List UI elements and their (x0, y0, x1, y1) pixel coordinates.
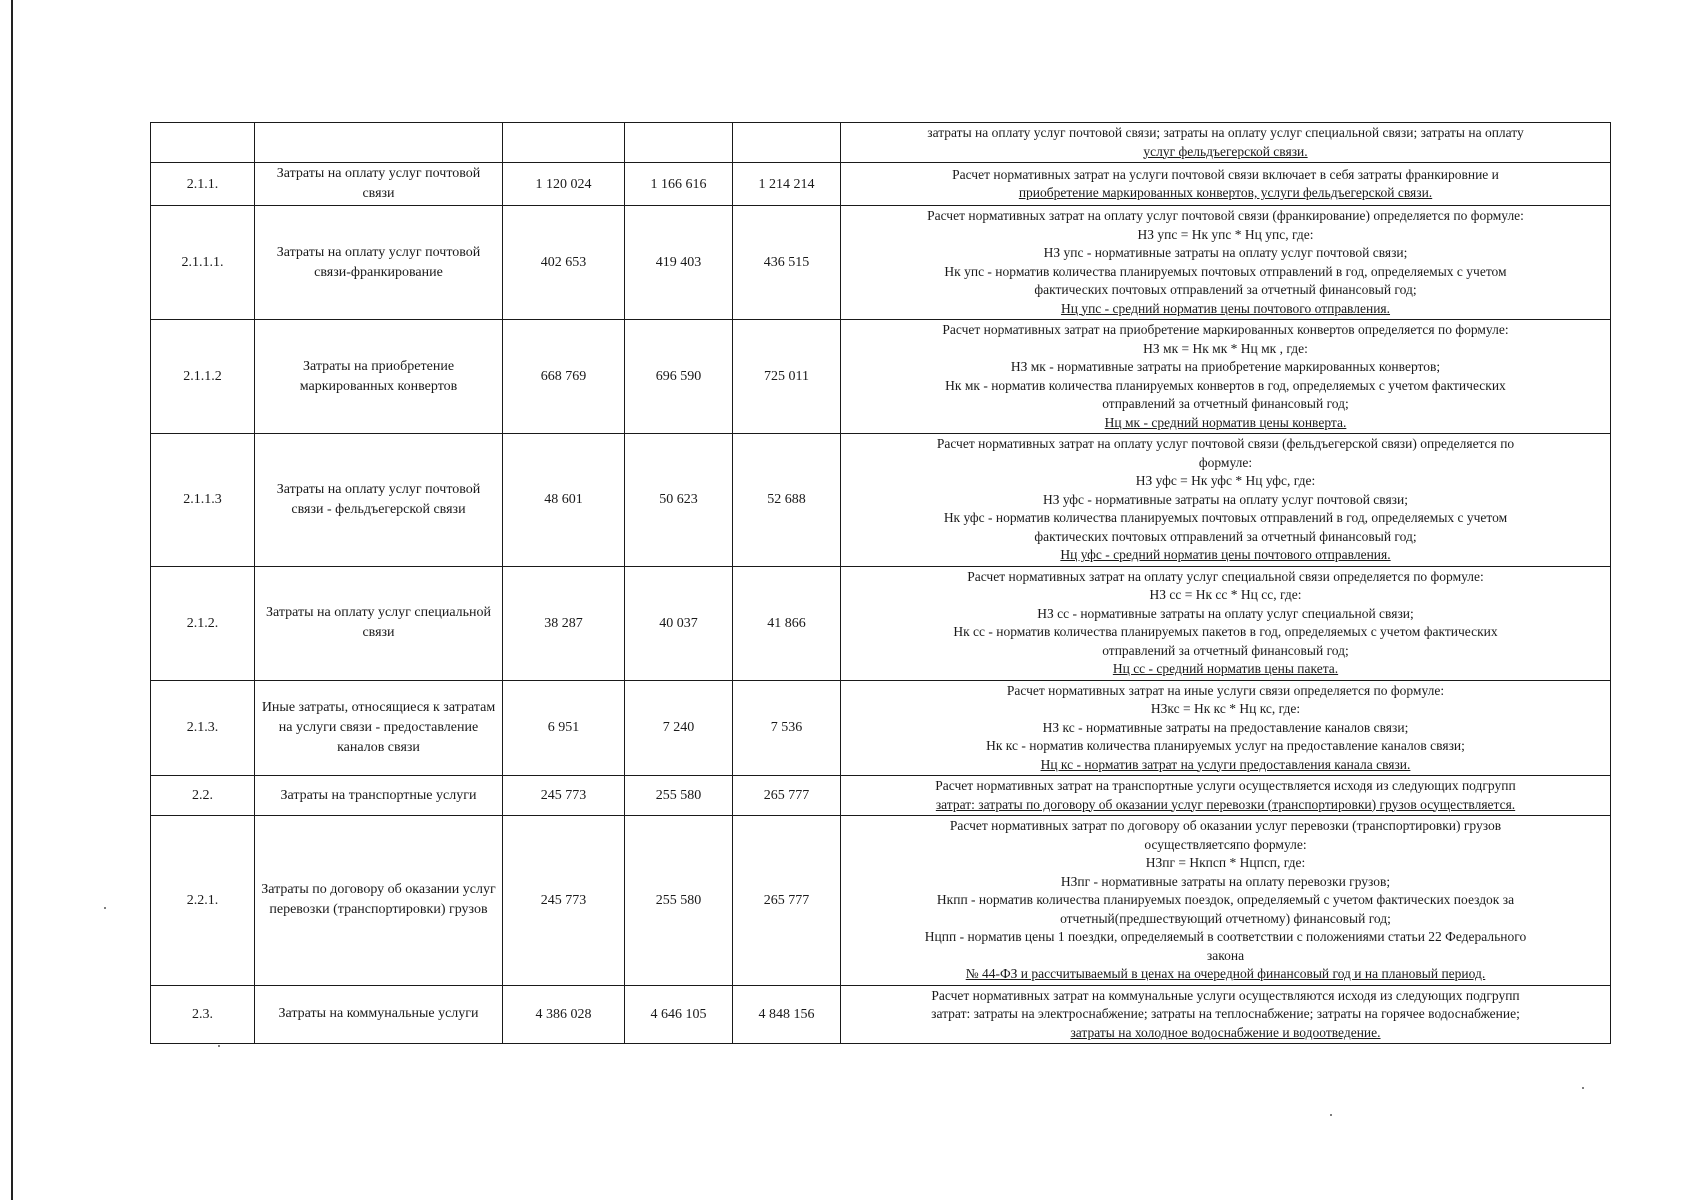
row-amount-year-1 (503, 123, 625, 163)
description-line: Нц уфс - средний норматив цены почтового отправления. (1060, 547, 1391, 562)
row-code: 2.1.1.3 (151, 434, 255, 567)
description-line: Расчет нормативных затрат на приобретение маркированных конвертов определяется по формуле: (942, 322, 1509, 337)
table-row (151, 163, 1611, 206)
row-amount-year-3: 436 515 (733, 206, 841, 320)
row-calculation-description (841, 680, 1611, 776)
description-line: Нц мк - средний норматив цены конверта. (1104, 414, 1347, 430)
description-line: НЗ упс - нормативные затраты на оплату услуг почтовой связи; (1043, 245, 1408, 260)
description-line: Нкпп - норматив количества планируемых поездок, определяемый с учетом фактических поездок за (936, 892, 1515, 907)
description-line: Нк уфс - норматив количества планируемых почтовых отправлений в год, определяемых с учетом (943, 510, 1508, 525)
row-expense-name (255, 123, 503, 163)
table-row (151, 566, 1611, 680)
row-amount-year-1: 245 773 (503, 776, 625, 816)
description-line: НЗ упс = Нк упс * Нц упс, где: (1137, 226, 1314, 242)
row-amount-year-2: 7 240 (625, 680, 733, 776)
description-line: Нк мк - норматив количества планируемых конвертов в год, определяемых с учетом фактических (945, 377, 1506, 393)
description-line: Расчет нормативных затрат на услуги почтовой связи включает в себя затраты франкировние и (952, 166, 1499, 182)
description-line: Нк сс - норматив количества планируемых пакетов в год, определяемых с учетом фактических (953, 624, 1498, 639)
description-line: услуг фельдъегерской связи. (1143, 143, 1308, 159)
row-amount-year-3: 725 011 (733, 320, 841, 434)
row-amount-year-1: 245 773 (503, 816, 625, 986)
description-line: НЗ сс - нормативные затраты на оплату услуг специальной связи; (1037, 605, 1414, 621)
scan-edge-line (11, 0, 13, 1200)
description-line: затраты на холодное водоснабжение и водоотведение. (1070, 1024, 1381, 1040)
scan-speck (1582, 1087, 1584, 1089)
description-line: отчетный(предшествующий отчетному) финансовый год; (1060, 910, 1391, 926)
row-code: 2.1.2. (151, 566, 255, 680)
description-line: Нк упс - норматив количества планируемых почтовых отправлений в год, определяемых с учетом (944, 263, 1507, 279)
row-amount-year-3: 1 214 214 (733, 163, 841, 206)
row-amount-year-3: 265 777 (733, 776, 841, 816)
row-amount-year-1: 48 601 (503, 434, 625, 567)
description-line: НЗ уфс = Нк уфс * Нц уфс, где: (1135, 473, 1316, 488)
row-amount-year-2: 419 403 (625, 206, 733, 320)
row-amount-year-1: 6 951 (503, 680, 625, 776)
scan-speck (218, 1045, 220, 1047)
description-line: НЗ мк - нормативные затраты на приобретение маркированных конвертов; (1010, 359, 1441, 374)
row-calculation-description (841, 206, 1611, 320)
row-amount-year-3 (733, 123, 841, 163)
table-row (151, 206, 1611, 320)
row-expense-name: Иные затраты, относящиеся к затратам на услуги связи - предоставление каналов связи (255, 680, 503, 776)
row-expense-name: Затраты по договору об оказании услуг перевозки (транспортировки) грузов (255, 816, 503, 986)
description-line: НЗ уфс - нормативные затраты на оплату услуг почтовой связи; (1043, 491, 1408, 507)
table-row (151, 816, 1611, 986)
description-line: отправлений за отчетный финансовый год; (1102, 396, 1349, 411)
row-expense-name: Затраты на оплату услуг почтовой связи - фельдъегерской связи (255, 434, 503, 567)
description-line: затрат: затраты по договору об оказании услуг перевозки (транспортировки) грузов осуществляется. (935, 796, 1516, 812)
row-calculation-description (841, 566, 1611, 680)
row-amount-year-1: 668 769 (503, 320, 625, 434)
description-line: фактических почтовых отправлений за отчетный финансовый год; (1034, 528, 1417, 544)
row-amount-year-2: 255 580 (625, 816, 733, 986)
description-line: затрат: затраты на электроснабжение; затраты на теплоснабжение; затраты на горячее водоснабжение; (931, 1006, 1520, 1021)
row-code: 2.1.1.2 (151, 320, 255, 434)
row-expense-name: Затраты на оплату услуг специальной связи (255, 566, 503, 680)
row-expense-name: Затраты на транспортные услуги (255, 776, 503, 816)
description-line: Нк кс - норматив количества планируемых услуг на предоставление каналов связи; (986, 738, 1465, 753)
row-calculation-description (841, 163, 1611, 206)
description-line: осуществляетсяпо формуле: (1144, 836, 1307, 852)
table-row (151, 320, 1611, 434)
row-amount-year-2: 1 166 616 (625, 163, 733, 206)
row-expense-name: Затраты на оплату услуг почтовой связи-франкирование (255, 206, 503, 320)
row-code: 2.3. (151, 985, 255, 1044)
row-calculation-description (841, 776, 1611, 816)
row-calculation-description (841, 985, 1611, 1044)
table-row (151, 985, 1611, 1044)
row-code: 2.1.1.1. (151, 206, 255, 320)
row-expense-name: Затраты на приобретение маркированных конвертов (255, 320, 503, 434)
row-amount-year-3: 4 848 156 (733, 985, 841, 1044)
row-calculation-description (841, 320, 1611, 434)
row-amount-year-1: 38 287 (503, 566, 625, 680)
row-expense-name: Затраты на оплату услуг почтовой связи (255, 163, 503, 206)
row-code (151, 123, 255, 163)
row-amount-year-3: 52 688 (733, 434, 841, 567)
table-row (151, 776, 1611, 816)
row-code: 2.1.1. (151, 163, 255, 206)
row-calculation-description (841, 434, 1611, 567)
row-amount-year-3: 265 777 (733, 816, 841, 986)
description-line: Нцпп - норматив цены 1 поездки, определяемый в соответствии с положениями статьи 22 Федерального (924, 929, 1527, 944)
row-code: 2.2.1. (151, 816, 255, 986)
row-amount-year-3: 41 866 (733, 566, 841, 680)
table-row (151, 123, 1611, 163)
row-code: 2.1.3. (151, 680, 255, 776)
description-line: Расчет нормативных затрат на коммунальные услуги осуществляются исходя из следующих подгрупп (931, 987, 1520, 1003)
description-line: формуле: (1198, 454, 1253, 470)
description-line: НЗ сс = Нк сс * Нц сс, где: (1149, 587, 1302, 602)
row-amount-year-2: 696 590 (625, 320, 733, 434)
row-amount-year-2: 255 580 (625, 776, 733, 816)
row-expense-name: Затраты на коммунальные услуги (255, 985, 503, 1044)
description-line: закона (1206, 947, 1245, 963)
row-amount-year-1: 4 386 028 (503, 985, 625, 1044)
description-line: Расчет нормативных затрат на оплату услуг почтовой связи (фельдъегерской связи) определяется по (936, 436, 1515, 451)
row-calculation-description (841, 816, 1611, 986)
description-line: фактических почтовых отправлений за отчетный финансовый год; (1034, 282, 1417, 297)
row-amount-year-1: 1 120 024 (503, 163, 625, 206)
description-line: НЗкс = Нк кс * Нц кс, где: (1150, 701, 1301, 716)
description-line: НЗпг - нормативные затраты на оплату перевозки грузов; (1060, 873, 1391, 889)
description-line: НЗпг = Нкпсп * Нцпсп, где: (1145, 855, 1306, 870)
description-line: Нц сс - средний норматив цены пакета. (1112, 661, 1339, 676)
description-line: Нц кс - норматив затрат на услуги предоставления канала связи. (1040, 756, 1411, 772)
description-line: Расчет нормативных затрат на транспортные услуги осуществляется исходя из следующих подгрупп (935, 778, 1516, 793)
description-line: приобретение маркированных конвертов, услуги фельдъегерской связи. (1018, 185, 1433, 200)
row-code: 2.2. (151, 776, 255, 816)
row-amount-year-2: 50 623 (625, 434, 733, 567)
row-amount-year-2 (625, 123, 733, 163)
row-amount-year-2: 40 037 (625, 566, 733, 680)
row-amount-year-1: 402 653 (503, 206, 625, 320)
description-line: № 44-ФЗ и рассчитываемый в ценах на очередной финансовый год и на плановый период. (965, 966, 1486, 981)
expense-norms-table (150, 122, 1611, 1044)
row-amount-year-2: 4 646 105 (625, 985, 733, 1044)
description-line: Расчет нормативных затрат по договору об оказании услуг перевозки (транспортировки) грузов (949, 818, 1502, 833)
description-line: отправлений за отчетный финансовый год; (1102, 642, 1349, 658)
description-line: Расчет нормативных затрат на оплату услуг специальной связи определяется по формуле: (967, 568, 1484, 584)
row-calculation-description (841, 123, 1611, 163)
description-line: Нц упс - средний норматив цены почтового отправления. (1060, 300, 1391, 316)
description-line: Расчет нормативных затрат на иные услуги связи определяется по формуле: (1006, 682, 1445, 698)
scan-speck (1330, 1114, 1332, 1116)
description-line: НЗ мк = Нк мк * Нц мк , где: (1143, 340, 1308, 356)
description-line: затраты на оплату услуг почтовой связи; затраты на оплату услуг специальной связи; затраты на оплату (927, 125, 1524, 140)
table-row (151, 434, 1611, 567)
row-amount-year-3: 7 536 (733, 680, 841, 776)
table-row (151, 680, 1611, 776)
description-line: НЗ кс - нормативные затраты на предоставление каналов связи; (1042, 719, 1409, 735)
table-body (151, 123, 1611, 1044)
scan-speck (104, 907, 106, 909)
description-line: Расчет нормативных затрат на оплату услуг почтовой связи (франкирование) определяется по формуле: (927, 208, 1524, 223)
